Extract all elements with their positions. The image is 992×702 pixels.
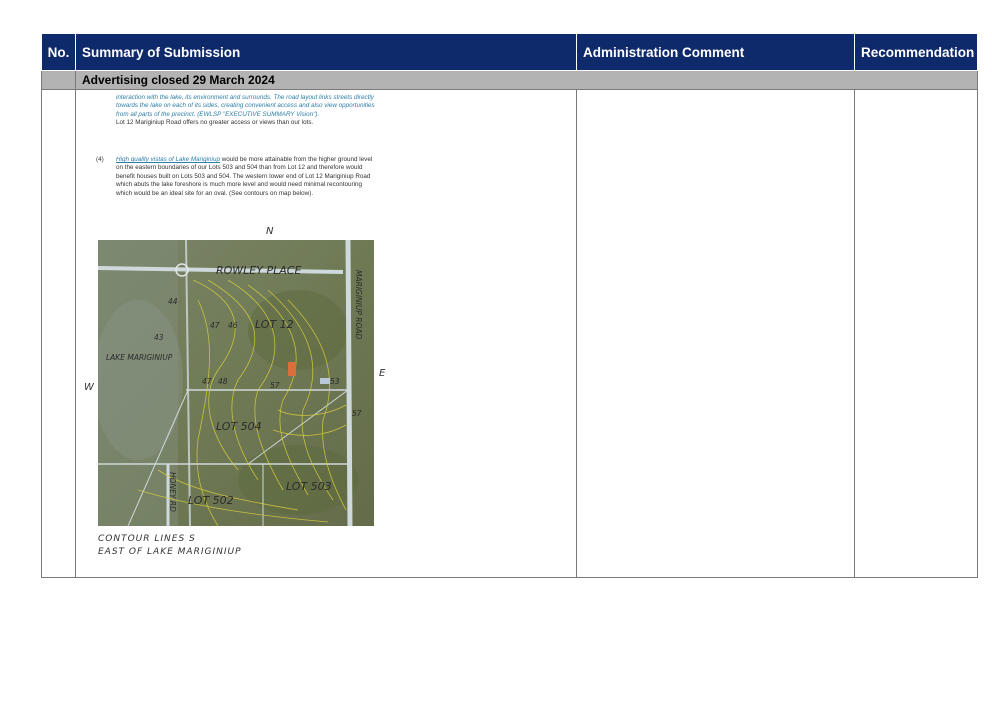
map-north-label: N [266,226,275,237]
lot502-label: LOT 502 [188,494,234,507]
submission-row [42,90,978,578]
lot503-label: LOT 503 [286,480,332,493]
contour-value: 48 [218,377,228,386]
quoted-vision-text: interaction with the lake, its environment and surrounds. The road layout links streets directly towards the lake on each of its sides, creating convenient access and also view opportunities from all parts of the precinct. (EWLSP "EXECUTIVE SUMMARY Vision"). [116,94,375,118]
shed-icon [320,378,330,384]
road-label-south: HONEY RD [168,472,177,512]
lot12-label: LOT 12 [255,318,294,331]
scanned-submission-excerpt [82,92,406,570]
submission-paragraph-4 [116,156,378,198]
col-header-admin-comment: Administration Comment [577,34,855,71]
lake-label: LAKE MARIGINIUP [106,353,173,362]
submission-summary-cell [76,90,577,578]
map-caption-line1: CONTOUR LINES S [98,534,196,544]
contour-value: 44 [168,297,178,306]
vista-highlight: High quality vistas of Lake Mariginiup [116,156,220,163]
vista-text: would be more attainable from the higher ground level on the eastern boundaries of our Lots 503 and 504 than from Lot 12 and therefore would benefit houses built on Lots 503 and 504. The western lower end of Lot 12 Mariginiup Road which abuts the lake foreshore is much more level and would need minimal recontouring which would be an ideal site for an oval. (See contours on map below). [116,156,373,197]
header-row [42,34,978,71]
paragraph-number: (4) [96,156,104,163]
contour-value: 43 [154,333,164,342]
house-icon [288,362,296,376]
submission-no-cell [42,90,76,578]
contour-value: 47 [210,321,220,330]
section-title: Advertising closed 29 March 2024 [76,71,978,90]
contour-aerial-map [98,240,374,526]
section-no-cell [42,71,76,90]
submissions-table [41,33,978,578]
section-row [42,71,978,90]
col-header-no: No. [42,34,76,71]
road-label-rowley: ROWLEY PLACE [216,264,302,277]
contour-value: 53 [330,377,340,386]
map-west-label: W [84,382,95,393]
map-caption-line2: EAST OF LAKE MARIGINIUP [98,547,242,557]
submission-paragraph-3 [116,94,378,128]
contour-value: 46 [228,321,238,330]
map-east-label: E [379,368,387,379]
lot12-access-text: Lot 12 Mariginiup Road offers no greater access or views than our lots. [116,119,314,127]
lot504-label: LOT 504 [216,420,262,433]
col-header-summary: Summary of Submission [76,34,577,71]
contour-value: 57 [270,381,280,390]
admin-comment-cell [577,90,855,578]
col-header-recommendation: Recommendation [855,34,978,71]
contour-value: 57 [352,409,362,418]
recommendation-cell [855,90,978,578]
contour-value: 47 [202,377,212,386]
road-label-mariginiup: MARIGINIUP ROAD [354,270,363,340]
